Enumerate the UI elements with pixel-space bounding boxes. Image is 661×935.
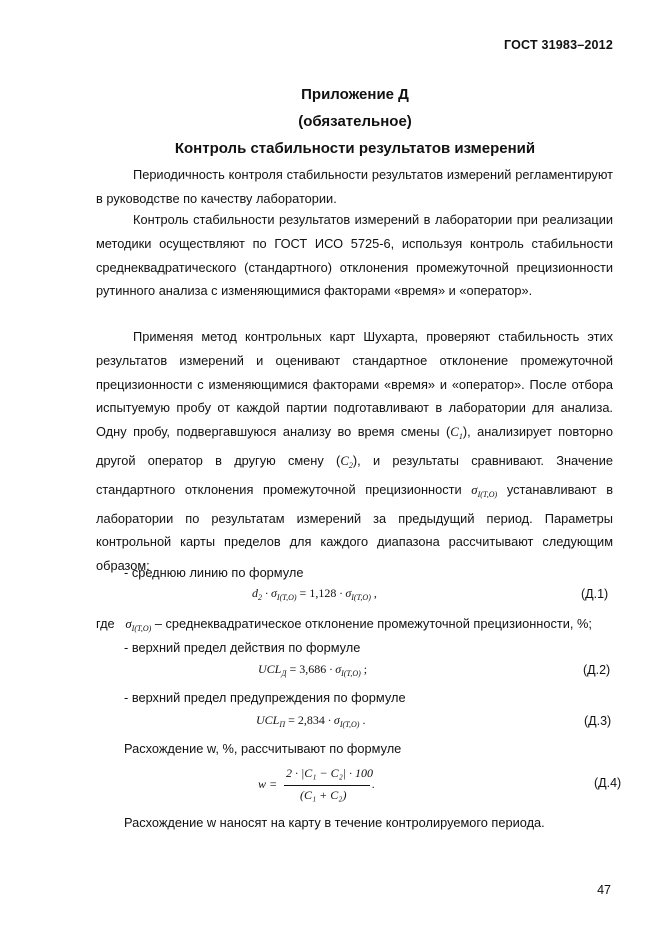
- paragraph-shewhart-part4: устанавливают в лаборатории по результатам измерений за предыдущий период. Параметры контрольной карты пределов для каждого диапазона рассчитывают следующим образом:: [96, 481, 613, 574]
- formula-d4-numerator: 2 · |C₁ − C₂| · 100: [286, 766, 374, 780]
- paragraph-shewhart-part2: ), анализирует повторно другой оператор в другую смену (: [96, 424, 613, 468]
- item-divergence-plot: Расхождение w наносят на карту в течение контролируемого периода.: [124, 815, 545, 830]
- formula-d4-fraction-bar: [284, 785, 370, 786]
- paragraph-periodicity-text: Периодичность контроля стабильности результатов измерений регламентируют в руководстве по качеству лаборатории.: [96, 167, 613, 206]
- annex-status: (обязательное): [298, 113, 412, 130]
- item-upper-warning: - верхний предел предупреждения по формуле: [124, 690, 406, 705]
- paragraph-shewhart: [96, 325, 613, 578]
- where-text: – среднеквадратическое отклонение промежуточной прецизионности, %;: [154, 616, 592, 631]
- formula-d1: $d_2 \cdot \sigma_{I(T,O)} = 1,128 \cdot \sigma_{I(T,O)}$ ,: [252, 586, 377, 602]
- item-divergence: Расхождение w, %, рассчитывают по формуле: [124, 741, 402, 756]
- formula-d4-denominator: (C₁ + C₂): [300, 788, 347, 802]
- annex-heading: Контроль стабильности результатов измерений: [174, 140, 536, 157]
- equation-number-d4: (Д.4): [594, 776, 622, 790]
- paragraph-periodicity: [96, 163, 613, 211]
- paragraph-shewhart-part3: ), и результаты сравнивают. Значение стандартного отклонения промежуточной прецизионности: [96, 452, 613, 497]
- formula-d2: $UCL_Д = 3,686 \cdot \sigma_{I(T,O)}$ ;: [258, 662, 368, 678]
- page-number: 47: [597, 883, 611, 897]
- symbol-c2: $C_2$: [340, 453, 353, 470]
- equation-number-d1: (Д.1): [581, 587, 609, 601]
- where-sigma: $\sigma_{I(T,O)}$: [125, 617, 152, 633]
- symbol-c1: $C_1$: [450, 425, 463, 442]
- paragraph-shewhart-part1: Применяя метод контрольных карт Шухарта, проверяют стабильность этих результатов измерений и оценивают стандартное отклонение промежуточной прецизионности с изменяющимися факторами «время» и «оператор». После отбора испытуемую пробу от каждой партии подготавливают в лаборатории для анализа. Одну пробу, подвергавшуюся анализу во время смены (: [96, 329, 613, 440]
- item-centerline: - среднюю линию по формуле: [124, 565, 304, 580]
- formula-d4-lhs: w =: [258, 777, 278, 791]
- equation-number-d2: (Д.2): [583, 663, 611, 677]
- item-upper-action: - верхний предел действия по формуле: [124, 640, 361, 655]
- annex-title: Приложение Д: [301, 86, 409, 103]
- where-prefix: где: [96, 616, 115, 631]
- paragraph-control: [96, 208, 613, 303]
- symbol-sigma: $\sigma_{I(T,O)}$: [471, 482, 498, 499]
- standard-header: ГОСТ 31983–2012: [504, 38, 613, 52]
- paragraph-control-text: Контроль стабильности результатов измерений в лаборатории при реализации методики осуществляют по ГОСТ ИСО 5725-6, используя контроль стабильности среднеквадратического (стандартного) отклонения промежуточной прецизионности рутинного анализа с изменяющимися факторами «время» и «оператор».: [96, 212, 613, 299]
- equation-number-d3: (Д.3): [584, 714, 612, 728]
- formula-d4-tail: .: [372, 777, 375, 791]
- item-where: [96, 616, 592, 633]
- formula-d3: $UCL_П = 2,834 \cdot \sigma_{I(T,O)}$ .: [256, 713, 366, 729]
